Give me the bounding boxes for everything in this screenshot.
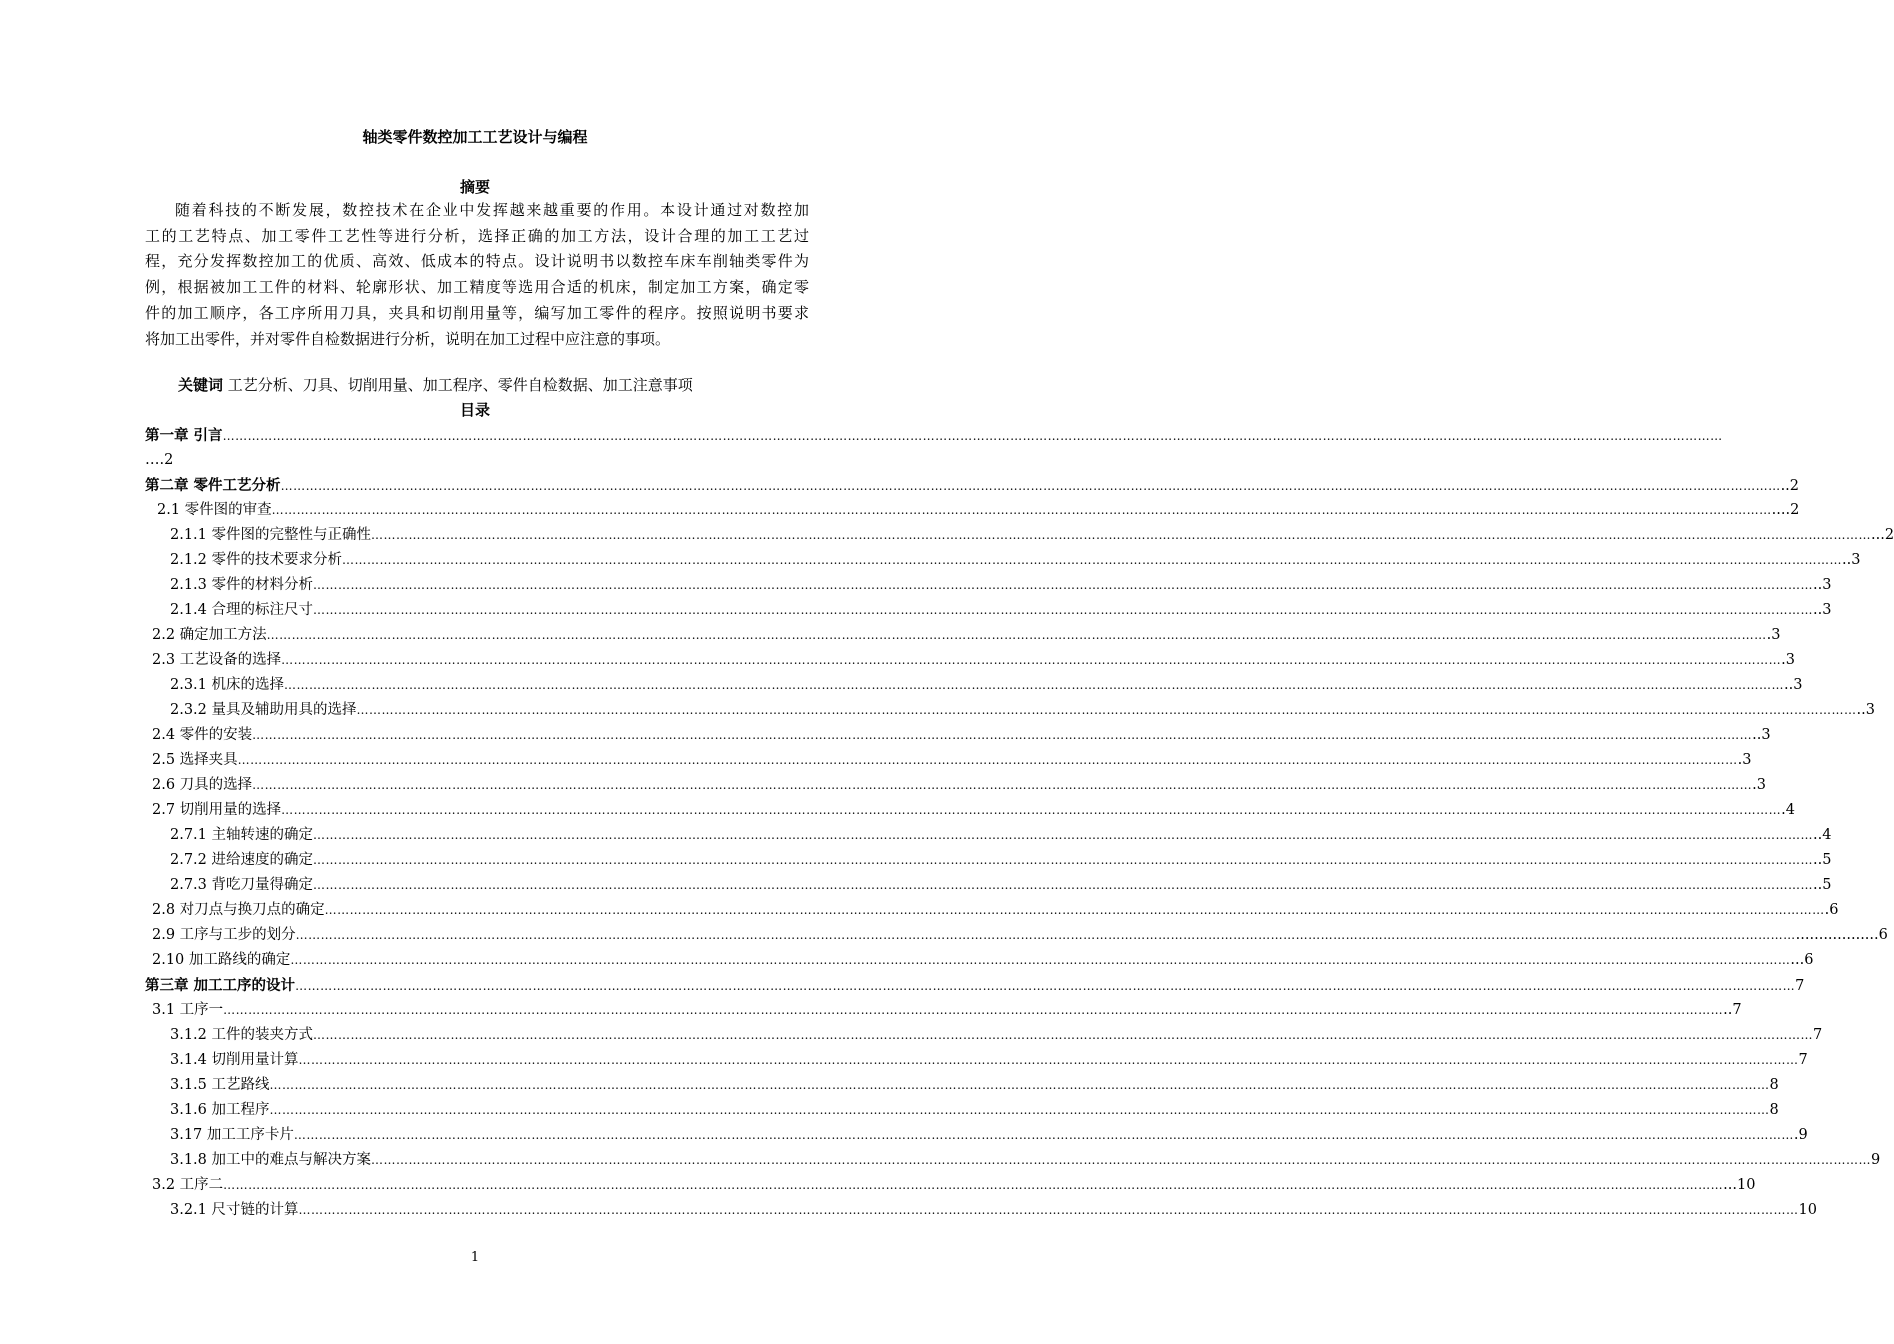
toc-entry-page: .9 [1793,1127,1808,1143]
toc-entry-label: 3.1 工序一 [152,1002,224,1018]
toc-entry[interactable] [170,1123,1808,1148]
toc-leader-dots: ……………………………………………………………………………………………………………………………………………………………………………………………………………………………………………………………………………………………………………………………… [313,828,1814,842]
abstract-body [145,198,809,352]
toc-entry-label: 2.9 工序与工步的划分 [152,927,296,943]
toc-entry-label: 2.3 工艺设备的选择 [152,652,282,668]
toc-entry-label: ….2 [145,452,174,468]
toc-leader-dots: ……………………………………………………………………………………………………………………………………………………………………………………………………………………………………………………………………………………………………………………………… [324,903,1825,917]
toc-entry[interactable] [170,523,1894,548]
toc-leader-dots: ……………………………………………………………………………………………………………………………………………………………………………………………………………………………………………………………………………………………………………………………… [223,1178,1724,1192]
toc-leader-dots: ……………………………………………………………………………………………………………………………………………………………………………………………………………………………………………………………………………………………………………………………… [313,853,1814,867]
toc-leader-dots: ……………………………………………………………………………………………………………………………………………………………………………………………………………………………………………………………………………………………………………………………… [313,1028,1814,1042]
toc-entry[interactable] [152,723,1771,748]
toc-entry[interactable] [145,423,1723,448]
toc-entry-page: ..4 [1813,827,1832,843]
toc-entry-label: 3.2 工序二 [152,1177,224,1193]
toc-leader-dots: ……………………………………………………………………………………………………………………………………………………………………………………………………………………………………………………………………………………………………………………………… [313,603,1814,617]
toc-entry-page: .3 [1781,652,1796,668]
toc-entry[interactable] [145,973,1805,998]
toc-entry[interactable] [152,948,1814,973]
toc-leader-dots: ……………………………………………………………………………………………………………………………………………………………………………………………………………………………………………………………………………………………………………………………… [222,429,1723,443]
toc-entry[interactable] [145,473,1800,498]
toc-entry-page: .6 [1824,902,1839,918]
abstract-line: 件的加工顺序，各工序所用刀具，夹具和切削用量等，编写加工零件的程序。按照说明书要求 [145,303,809,322]
toc-entry-page: ..7 [1723,1002,1742,1018]
toc-entry[interactable] [170,873,1832,898]
toc-leader-dots: ……………………………………………………………………………………………………………………………………………………………………………………………………………………………………………………………………………………………………………………………… [371,1153,1872,1167]
toc-leader-dots: ……………………………………………………………………………………………………………………………………………………………………………………………………………………………………………………………………………………………………………………………… [295,928,1796,942]
toc-leader-dots: ……………………………………………………………………………………………………………………………………………………………………………………………………………………………………………………………………………………………………………………………… [290,953,1791,967]
toc-entry-label: 2.7.3 背吃刀量得确定 [170,877,314,893]
toc-entry-page: .3 [1766,627,1781,643]
toc-entry-page: 8 [1769,1077,1779,1093]
toc-entry-page: ..5 [1813,877,1832,893]
toc-entry-page: ..3 [1856,702,1875,718]
toc-leader-dots: ……………………………………………………………………………………………………………………………………………………………………………………………………………………………………………………………………………………………………………………………… [266,628,1767,642]
toc-entry[interactable] [152,773,1767,798]
abstract-line: 将加工出零件，并对零件自检数据进行分析，说明在加工过程中应注意的事项。 [145,329,671,348]
toc-leader-dots: ……………………………………………………………………………………………………………………………………………………………………………………………………………………………………………………………………………………………………………………………… [280,479,1781,493]
toc-entry[interactable] [170,848,1832,873]
toc-leader-dots: ……………………………………………………………………………………………………………………………………………………………………………………………………………………………………………………………………………………………………………………………… [269,1103,1770,1117]
abstract-line: 程，充分发挥数控加工的优质、高效、低成本的特点。设计说明书以数控车床车削轴类零件为 [145,252,809,271]
toc-heading: 目录 [459,401,490,419]
toc-entry-page: 7 [1795,978,1805,994]
keywords-text: 工艺分析、刀具、切削用量、加工程序、零件自检数据、加工注意事项 [223,376,693,394]
toc-entry-page: ...2 [1871,527,1894,543]
toc-leader-dots: ……………………………………………………………………………………………………………………………………………………………………………………………………………………………………………………………………………………………………………………………… [252,728,1753,742]
toc-leader-dots: ……………………………………………………………………………………………………………………………………………………………………………………………………………………………………………………………………………………………………………………………… [271,503,1772,517]
toc-entry-page: ..5 [1813,852,1832,868]
toc-entry-page: ...6 [1790,952,1814,968]
toc-entry-label: 2.1.1 零件图的完整性与正确性 [170,527,372,543]
abstract-line: 工的工艺特点、加工零件工艺性等进行分析，选择正确的加工方法，设计合理的加工工艺过 [145,226,809,245]
toc-leader-dots: ……………………………………………………………………………………………………………………………………………………………………………………………………………………………………………………………………………………………………………………………… [293,1128,1794,1142]
toc-entry-page: .3 [1737,752,1752,768]
toc-entry-page: 9 [1871,1152,1881,1168]
toc-entry-page: ..3 [1842,552,1861,568]
toc-entry[interactable] [152,623,1781,648]
toc-leader-dots: ……………………………………………………………………………………………………………………………………………………………………………………………………………………………………………………………………………………………………………………………… [356,703,1857,717]
toc-entry[interactable] [170,1073,1779,1098]
toc-entry[interactable] [152,898,1839,923]
toc-leader-dots: ……………………………………………………………………………………………………………………………………………………………………………………………………………………………………………………………………………………………………………………………… [252,778,1753,792]
toc-entry-label: 第二章 零件工艺分析 [145,477,281,494]
keywords-line [178,374,818,395]
toc-leader-dots: ……………………………………………………………………………………………………………………………………………………………………………………………………………………………………………………………………………………………………………………………… [295,979,1796,993]
toc-entry-label: 3.2.1 尺寸链的计算 [170,1202,299,1218]
toc-entry[interactable] [170,1148,1881,1173]
toc-entry-page: 7 [1798,1052,1808,1068]
toc-entry-page: 7 [1813,1027,1823,1043]
toc-entry-label: 2.7.2 进给速度的确定 [170,852,314,868]
toc-entry-label: 3.1.8 加工中的难点与解决方案 [170,1152,372,1168]
toc-entry-label: 3.1.4 切削用量计算 [170,1052,299,1068]
toc-entry[interactable] [170,698,1875,723]
toc-entry-page: ..................6 [1795,927,1888,943]
toc-leader-dots: ……………………………………………………………………………………………………………………………………………………………………………………………………………………………………………………………………………………………………………………………… [342,553,1843,567]
toc-leader-dots: ……………………………………………………………………………………………………………………………………………………………………………………………………………………………………………………………………………………………………………………………… [284,678,1785,692]
toc-entry-label: 2.4 零件的安装 [152,727,253,743]
toc-entry[interactable] [170,673,1803,698]
toc-entry[interactable] [170,823,1832,848]
toc-entry-page: ....2 [1771,502,1800,518]
abstract-line: 例，根据被加工工件的材料、轮廓形状、加工精度等选用合适的机床，制定加工方案，确定零 [145,278,809,297]
toc-entry[interactable] [170,1048,1808,1073]
toc-entry-page: .4 [1781,802,1796,818]
toc-entry-page: ..3 [1784,677,1803,693]
toc-entry-label: 2.6 刀具的选择 [152,777,253,793]
toc-entry-label: 2.2 确定加工方法 [152,627,267,643]
toc-entry-label: 2.7.1 主轴转速的确定 [170,827,314,843]
toc-entry[interactable] [152,1173,1756,1198]
toc-entry-label: 2.8 对刀点与换刀点的确定 [152,902,325,918]
toc-entry-label: 3.1.2 工件的装夹方式 [170,1027,314,1043]
toc-entry[interactable] [152,798,1796,823]
toc-entry-label: 2.5 选择夹具 [152,752,238,768]
document-title: 轴类零件数控加工工艺设计与编程 [362,128,588,146]
toc-entry-page: ...10 [1723,1177,1756,1193]
toc-entry-label: 2.10 加工路线的确定 [152,952,291,968]
toc-entry[interactable] [170,1198,1817,1223]
toc-entry[interactable] [152,998,1742,1023]
toc-leader-dots: ……………………………………………………………………………………………………………………………………………………………………………………………………………………………………………………………………………………………………………………………… [313,878,1814,892]
toc-entry-page: 8 [1769,1102,1779,1118]
page-number: 1 [470,1250,480,1265]
toc-entry-label: 第三章 加工工序的设计 [145,977,296,994]
abstract-heading: 摘要 [459,178,490,196]
toc-entry-label: 2.1.3 零件的材料分析 [170,577,314,593]
toc-entry-label: 2.7 切削用量的选择 [152,802,282,818]
toc-entry[interactable] [170,1023,1823,1048]
toc-entry-page: ..3 [1813,602,1832,618]
abstract-line: 随着科技的不断发展，数控技术在企业中发挥越来越重要的作用。本设计通过对数控加 [175,201,809,219]
toc-entry-page: ..2 [1780,478,1800,494]
toc-entry[interactable] [170,573,1832,598]
toc-leader-dots: ……………………………………………………………………………………………………………………………………………………………………………………………………………………………………………………………………………………………………………………………… [223,1003,1724,1017]
toc-entry-label: 第一章 引言 [145,427,223,444]
toc-entry-label: 2.3.1 机床的选择 [170,677,285,693]
toc-entry[interactable] [152,748,1752,773]
toc-entry-page: 10 [1798,1202,1817,1218]
toc-entry-page: ..3 [1752,727,1771,743]
keywords-label: 关键词 [178,376,224,394]
toc-entry[interactable] [157,498,1800,523]
toc-entry-label: 2.1 零件图的审查 [157,502,272,518]
toc-leader-dots: ……………………………………………………………………………………………………………………………………………………………………………………………………………………………………………………………………………………………………………………………… [313,578,1814,592]
toc-leader-dots: ……………………………………………………………………………………………………………………………………………………………………………………………………………………………………………………………………………………………………………………………… [281,653,1782,667]
toc-leader-dots: ……………………………………………………………………………………………………………………………………………………………………………………………………………………………………………………………………………………………………………………………… [237,753,1738,767]
toc-entry-label: 2.3.2 量具及辅助用具的选择 [170,702,357,718]
toc-entry-page: .3 [1752,777,1767,793]
toc-leader-dots: ……………………………………………………………………………………………………………………………………………………………………………………………………………………………………………………………………………………………………………………………… [281,803,1782,817]
toc-entry[interactable] [145,448,810,473]
toc-entry[interactable] [170,548,1861,573]
toc-entry[interactable] [152,923,1888,948]
toc-entry-label: 3.1.6 加工程序 [170,1102,270,1118]
toc-leader-dots: ……………………………………………………………………………………………………………………………………………………………………………………………………………………………………………………………………………………………………………………………… [298,1203,1799,1217]
toc-leader-dots: ……………………………………………………………………………………………………………………………………………………………………………………………………………………………………………………………………………………………………………………………… [298,1053,1799,1067]
toc-entry[interactable] [170,598,1832,623]
toc-entry[interactable] [152,648,1796,673]
toc-entry-label: 2.1.2 零件的技术要求分析 [170,552,343,568]
toc-entry-label: 2.1.4 合理的标注尺寸 [170,602,314,618]
toc-leader-dots: ……………………………………………………………………………………………………………………………………………………………………………………………………………………………………………………………………………………………………………………………… [371,528,1872,542]
toc-entry-label: 3.17 加工工序卡片 [170,1127,294,1143]
toc-entry[interactable] [170,1098,1779,1123]
toc-leader-dots: ……………………………………………………………………………………………………………………………………………………………………………………………………………………………………………………………………………………………………………………………… [269,1078,1770,1092]
toc-entry-label: 3.1.5 工艺路线 [170,1077,270,1093]
toc-entry-page: ..3 [1813,577,1832,593]
